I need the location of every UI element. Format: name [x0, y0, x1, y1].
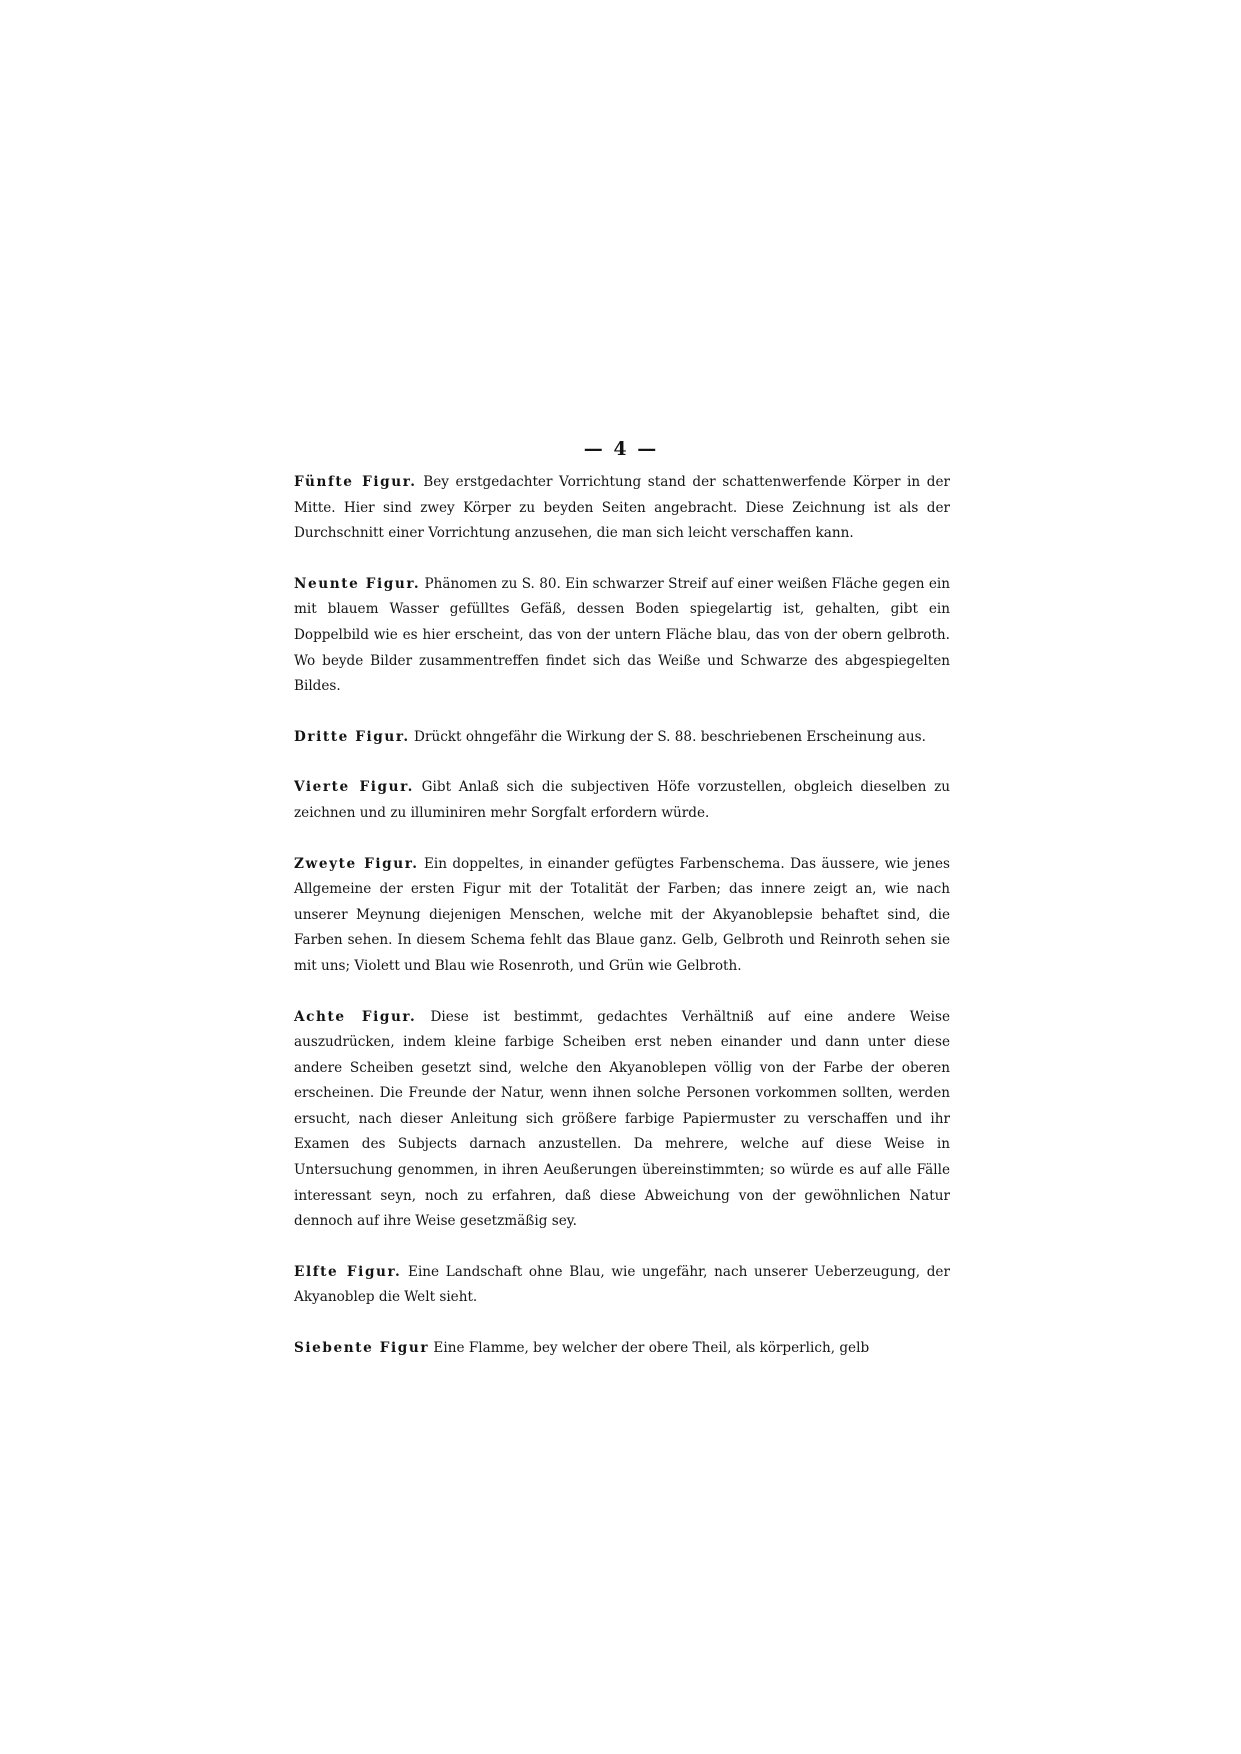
paragraph-heading: Siebente Figur: [294, 1340, 430, 1357]
paragraph-text: Diese ist bestimmt, gedachtes Verhältniß auf eine andere Weise auszudrücken, indem kleine farbige Scheiben erst neben einander und dann unter diese andere Scheiben gesetzt sind, welche den Akyanoblepen völlig von der Farbe der oberen erscheinen. Die Freunde der Natur, wenn ihnen solche Personen vorkommen sollten, werden ersucht, nach dieser Anleitung sich größere farbige Papiermuster zu verschaffen und ihr Examen des Subjects darnach anzustellen. Da mehrere, welche auf diese Weise in Untersuchung genommen, in ihren Aeußerungen übereinstimmten; so würde es auf alle Fälle interessant seyn, noch zu erfahren, daß diese Abweichung von der gewöhnlichen Natur dennoch auf ihre Weise gesetzmäßig sey.: [294, 1008, 950, 1230]
paragraph-heading: Vierte Figur.: [294, 779, 414, 796]
paragraph-heading: Zweyte Figur.: [294, 855, 419, 872]
paragraph-text: Phänomen zu S. 80. Ein schwarzer Streif auf einer weißen Fläche gegen ein mit blauem Wasser gefülltes Gefäß, dessen Boden spiegelartig ist, gehalten, gibt ein Doppelbild wie es hier erscheint, das von der untern Fläche blau, das von der obern gelbroth. Wo beyde Bilder zusammentreffen findet sich das Weiße und Schwarze des abgespiegelten Bildes.: [294, 575, 950, 695]
page-number: — 4 —: [583, 438, 659, 460]
paragraph-eleventh-figure: [294, 1260, 950, 1311]
paragraph-heading: Elfte Figur.: [294, 1263, 402, 1280]
paragraph-heading: Neunte Figur.: [294, 575, 421, 592]
paragraph-text: Eine Flamme, bey welcher der obere Theil, als körperlich, gelb: [433, 1340, 870, 1357]
paragraph-text: Ein doppeltes, in einander gefügtes Farbenschema. Das äussere, wie jenes Allgemeine der ersten Figur mit der Totalität der Farben; das innere zeigt an, wie nach unserer Meynung diejenigen Menschen, welche mit der Akyanoblepsie behaftet sind, die Farben sehen. In diesem Schema fehlt das Blaue ganz. Gelb, Gelbroth und Reinroth sehen sie mit uns; Violett und Blau wie Rosenroth, und Grün wie Gelbroth.: [294, 855, 951, 974]
paragraph-second-figure: [294, 852, 950, 980]
paragraph-heading: Dritte Figur.: [294, 728, 410, 745]
paragraph-seventh-figure: [294, 1336, 950, 1362]
paragraph-text: Drückt ohngefähr die Wirkung der S. 88. beschriebenen Erscheinung aus.: [414, 728, 926, 745]
paragraph-fourth-figure: [294, 775, 950, 826]
paragraph-eighth-figure: [294, 1005, 950, 1235]
paragraph-text: Eine Landschaft ohne Blau, wie ungefähr, nach unserer Ueberzeugung, der Akyanoblep die Welt sieht.: [294, 1263, 950, 1306]
figure-descriptions: [294, 470, 950, 1362]
paragraph-text: Gibt Anlaß sich die subjectiven Höfe vorzustellen, obgleich dieselben zu zeichnen und zu illuminiren mehr Sorgfalt erfordern würde.: [294, 779, 951, 821]
paragraph-heading: Achte Figur.: [294, 1008, 417, 1025]
paragraph-ninth-figure: [294, 572, 950, 700]
paragraph-third-figure: [294, 725, 950, 751]
paragraph-heading: Fünfte Figur.: [294, 474, 417, 490]
paragraph-text: Bey erstgedachter Vorrichtung stand der schattenwerfende Körper in der Mitte. Hier sind zwey Körper zu beyden Seiten angebracht. Diese Zeichnung ist als der Durchschnitt einer Vorrichtung anzusehen, die man sich leicht verschaffen kann.: [294, 474, 951, 542]
paragraph-fifth-figure: [294, 470, 950, 547]
